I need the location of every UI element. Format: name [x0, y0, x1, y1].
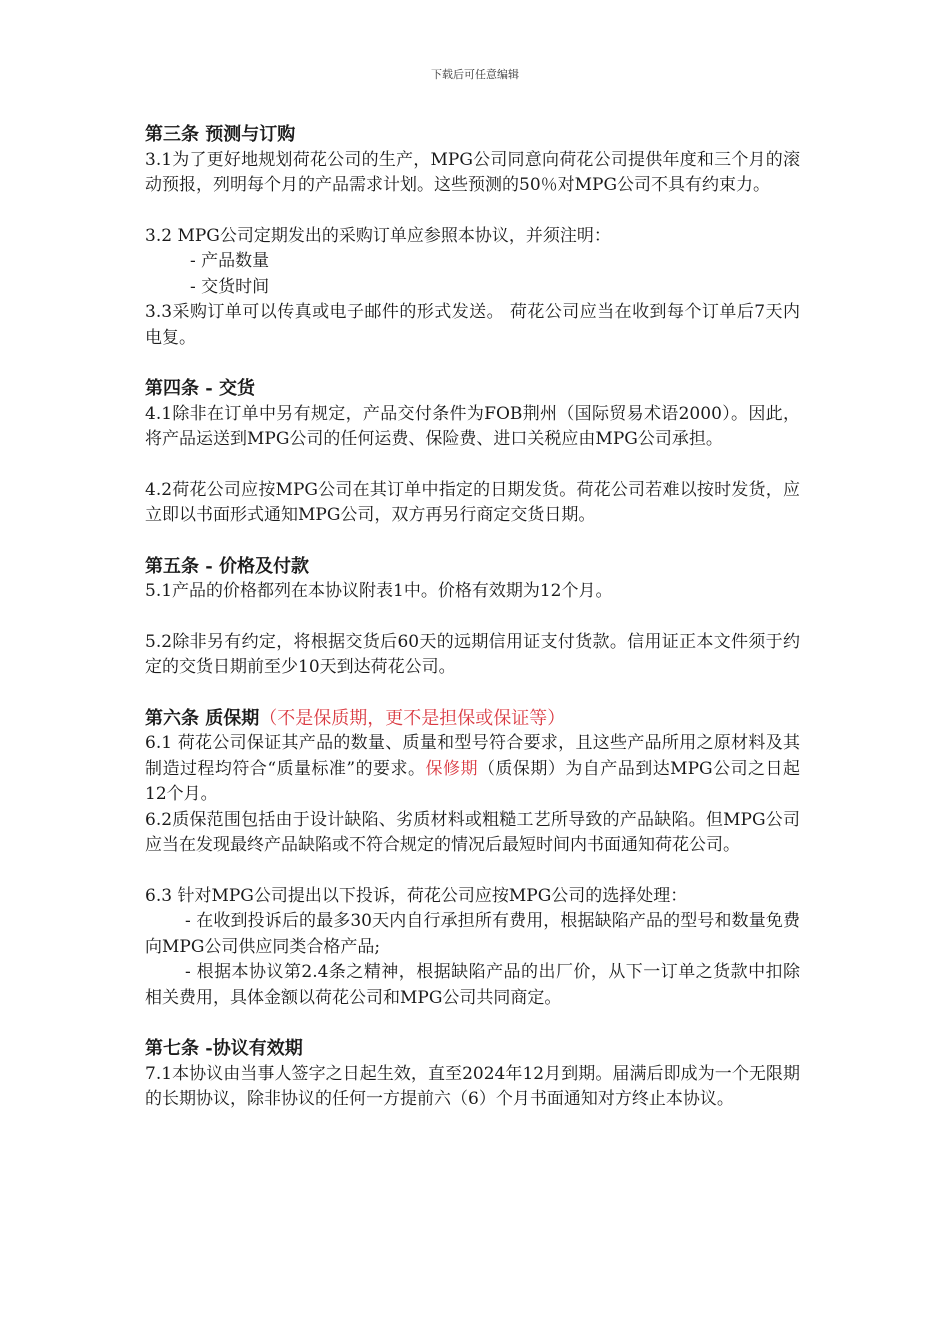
- clause-5-1: 5.1产品的价格都列在本协议附表1中。价格有效期为12个月。: [145, 581, 613, 601]
- clause-6-1-part-a: 6.1 荷花公司保证其产品的数量、质量和型号符合要求，且这些产品所用之原材料及其制造过程均符合“质量标准”的要求。: [145, 733, 800, 779]
- clause-6-1: [145, 731, 800, 808]
- section-7-title: 第七条 -协议有效期: [145, 1038, 303, 1059]
- clause-3-2: 3.2 MPG公司定期发出的采购订单应参照本协议，并须注明：: [145, 225, 611, 246]
- section-3-title: 第三条 预测与订购: [145, 124, 296, 145]
- clause-3-1: 3.1为了更好地规划荷花公司的生产，MPG公司同意向荷花公司提供年度和三个月的滚动预报，列明每个月的产品需求计划。这些预测的50％对MPG公司不具有约束力。: [145, 149, 800, 195]
- document-body: [145, 122, 800, 1113]
- list-item: - 根据本协议第2.4条之精神，根据缺陷产品的出厂价，从下一订单之货款中扣除相关费用，具体金额以荷花公司和MPG公司共同商定。: [145, 962, 800, 1008]
- clause-5-2: 5.2除非另有约定，将根据交货后60天的远期信用证支付货款。信用证正本文件须于约定的交货日期前至少10天到达荷花公司。: [145, 631, 800, 677]
- clause-4-1: 4.1除非在订单中另有规定，产品交付条件为FOB荆州（国际贸易术语2000）。因此，将产品运送到MPG公司的任何运费、保险费、进口关税应由MPG公司承担。: [145, 403, 800, 449]
- page-header: 下载后可任意编辑: [431, 68, 519, 81]
- section-6-title-text: 第六条 质保期: [145, 707, 260, 729]
- clause-7-1: 7.1本协议由当事人签字之日起生效，直至2024年12月到期。届满后即成为一个无限期的长期协议，除非协议的任何一方提前六（6）个月书面通知对方终止本协议。: [145, 1063, 800, 1109]
- clause-6-3: 6.3 针对MPG公司提出以下投诉，荷花公司应按MPG公司的选择处理：: [145, 885, 688, 906]
- list-item: - 产品数量: [190, 251, 270, 271]
- clause-6-2: 6.2质保范围包括由于设计缺陷、劣质材料或粗糙工艺所导致的产品缺陷。但MPG公司应当在发现最终产品缺陷或不符合规定的情况后最短时间内书面通知荷花公司。: [145, 809, 800, 855]
- clause-4-2: 4.2荷花公司应按MPG公司在其订单中指定的日期发货。荷花公司若难以按时发货，应立即以书面形式通知MPG公司，双方再另行商定交货日期。: [145, 479, 800, 525]
- clause-6-1-part-b: （质保期）为自产品到达MPG公司之日起12个月。: [145, 758, 800, 804]
- warranty-period-highlight: 保修期: [425, 758, 478, 779]
- list-item: - 交货时间: [190, 276, 270, 297]
- section-6-note: （不是保质期，更不是担保或保证等）: [259, 707, 566, 729]
- section-6-title: [145, 706, 800, 732]
- section-5-title: 第五条 - 价格及付款: [145, 555, 310, 577]
- section-4-title: 第四条 - 交货: [145, 378, 256, 399]
- list-item: - 在收到投诉后的最多30天内自行承担所有费用，根据缺陷产品的型号和数量免费向MPG公司供应同类合格产品;: [145, 911, 800, 957]
- clause-3-3: 3.3采购订单可以传真或电子邮件的形式发送。 荷花公司应当在收到每个订单后7天内电复。: [145, 302, 800, 348]
